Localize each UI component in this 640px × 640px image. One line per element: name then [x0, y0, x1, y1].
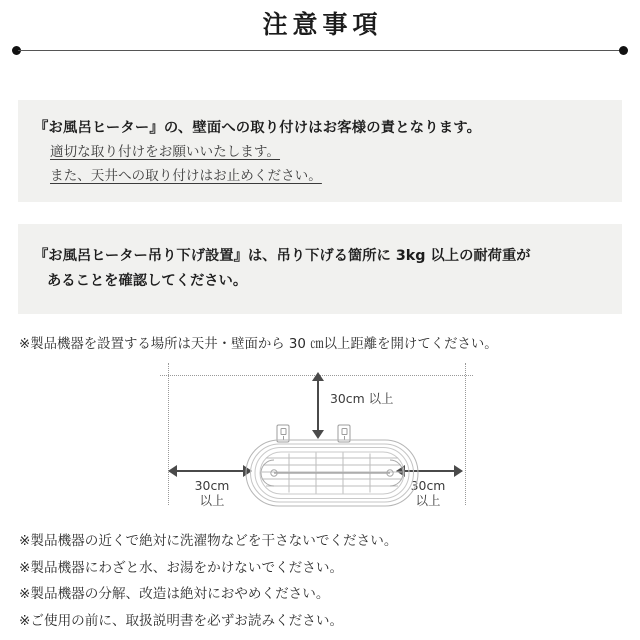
notice-box-heading: 『お風呂ヒーター』の、壁面への取り付けはお客様の責となります。: [34, 120, 482, 136]
divider-line: [18, 50, 622, 51]
page-title: 注意事項: [262, 12, 383, 39]
bath-heater-device-icon: [244, 424, 424, 513]
notice-sub-row: [34, 164, 608, 188]
notice-box-content: [34, 116, 608, 188]
clearance-note: ※製品機器を設置する場所は天井・壁面から 30 ㎝以上距離を開けてください。: [19, 337, 498, 352]
left-dimension-line: [176, 470, 246, 472]
divider-dot-right-icon: [619, 46, 628, 55]
arrow-head-right-icon: [454, 465, 463, 477]
bottom-notes-list: [19, 528, 629, 634]
notice-sub-line: また、天井への取り付けはお止めください。: [50, 168, 322, 184]
bottom-note-item: ※ご使用の前に、取扱説明書を必ずお読みください。: [19, 612, 344, 629]
right-dimension-label-line-1: 30cm: [410, 478, 446, 493]
dotted-boundary-right-icon: [465, 363, 466, 505]
notice-sub-line: 適切な取り付けをお願いいたします。: [50, 144, 281, 160]
left-dimension-label-line-1: 30cm: [194, 478, 230, 493]
bottom-note-item: ※製品機器の近くで絶対に洗濯物などを干さないでください。: [19, 533, 398, 549]
left-dimension-label: [182, 478, 242, 508]
right-dimension-label-line-2: 以上: [415, 493, 441, 508]
notice-box-hanging-install: [18, 224, 622, 314]
arrow-head-left-icon: [168, 465, 177, 477]
notice-box-heading-line-2: あることを確認してください。: [47, 273, 248, 289]
notice-box-heading-line-1: 『お風呂ヒーター吊り下げ設置』は、吊り下げる箇所に 3kg 以上の耐荷重が: [34, 248, 531, 264]
arrow-head-up-icon: [312, 372, 324, 381]
dotted-boundary-left-icon: [168, 363, 169, 505]
page-header: [0, 0, 640, 62]
header-divider: [12, 46, 628, 56]
notice-box-content: [34, 244, 608, 294]
left-dimension-label-line-2: 以上: [199, 493, 225, 508]
bottom-note-item: ※製品機器にわざと水、お湯をかけないでください。: [19, 559, 344, 576]
notice-box-wall-mount: [18, 100, 622, 202]
clearance-diagram: [0, 360, 640, 515]
notice-sub-row: [34, 140, 608, 164]
vertical-dimension-label: 30cm 以上: [330, 391, 394, 406]
bottom-note-item: ※製品機器の分解、改造は絶対におやめください。: [19, 586, 330, 602]
